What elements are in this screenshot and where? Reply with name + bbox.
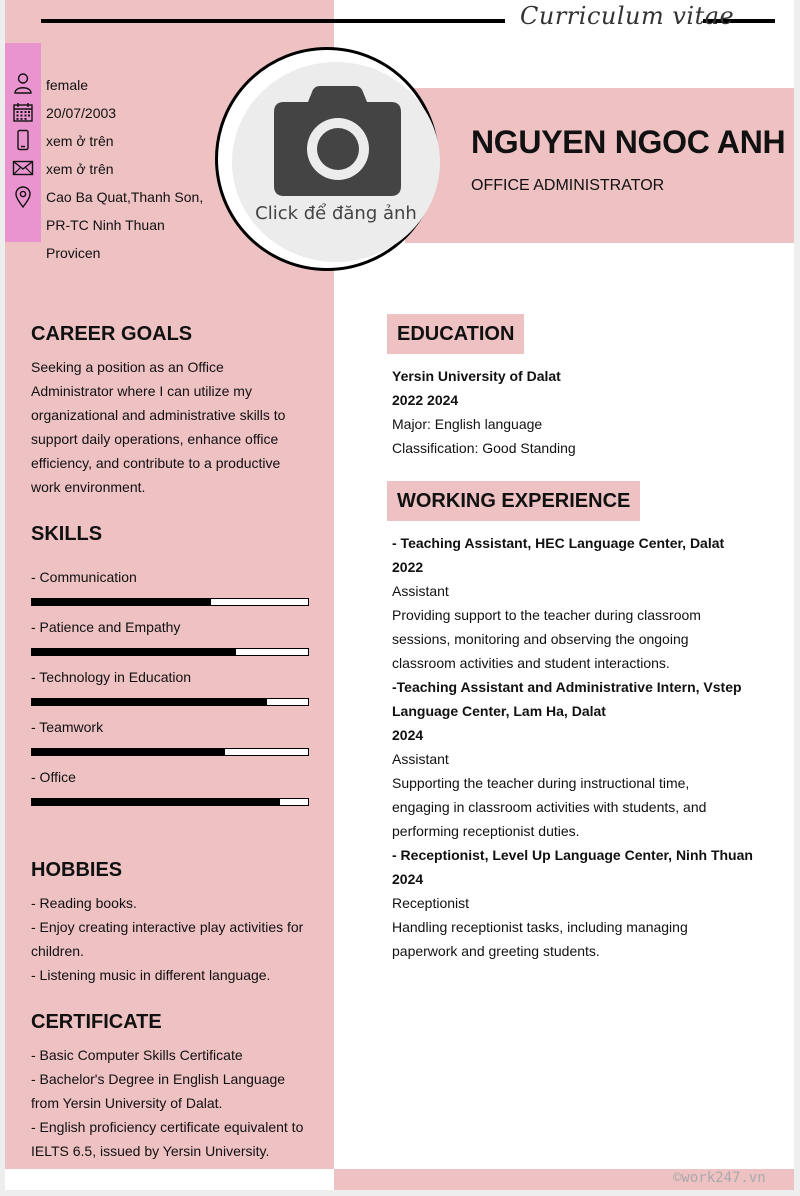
hobby-line: - Reading books. [31, 895, 137, 911]
skill-bar [31, 648, 309, 656]
certificate-text [31, 1043, 313, 1163]
skill-label: - Technology in Education [31, 669, 192, 685]
certificate-line: IELTS 6.5, issued by Yersin University. [31, 1143, 270, 1159]
career-goals-line: Administrator where I can utilize my [31, 383, 252, 399]
hobby-line: children. [31, 943, 84, 959]
school-name: Yersin University of Dalat [392, 368, 561, 384]
skill-bar-fill [32, 799, 280, 805]
education-major: Major: English language [392, 416, 543, 432]
certificate-line: - Bachelor's Degree in English Language [31, 1071, 286, 1087]
job-desc-line: paperwork and greeting students. [392, 943, 600, 959]
person-icon [12, 72, 34, 94]
skill-bar [31, 598, 309, 606]
camera-icon[interactable] [274, 86, 401, 196]
job-desc-line: performing receptionist duties. [392, 823, 580, 839]
career-goals-line: efficiency, and contribute to a productive [31, 455, 281, 471]
skill-bar-fill [32, 649, 236, 655]
skill-label: - Office [31, 769, 76, 785]
job-title-line: Language Center, Lam Ha, Dalat [392, 703, 606, 719]
job-role: Assistant [392, 751, 449, 767]
job-desc-line: Providing support to the teacher during classroom [392, 607, 701, 623]
career-goals-line: support daily operations, enhance office [31, 431, 279, 447]
job-year: 2022 [392, 559, 424, 575]
address-line: PR-TC Ninh Thuan [46, 217, 165, 233]
gender-text: female [46, 77, 89, 93]
skills-heading: SKILLS [31, 523, 103, 545]
cv-page [5, 0, 794, 1190]
skill-bar [31, 748, 309, 756]
hobby-line: - Listening music in different language. [31, 967, 271, 983]
job-role: Assistant [392, 583, 449, 599]
skill-bar [31, 798, 309, 806]
education-years: 2022 2024 [392, 392, 459, 408]
job-desc-line: classroom activities and student interactions. [392, 655, 670, 671]
name-band [405, 88, 794, 243]
job-title-line: -Teaching Assistant and Administrative Intern, Vstep [392, 679, 742, 695]
experience-heading: WORKING EXPERIENCE [387, 481, 640, 521]
job-year: 2024 [392, 871, 424, 887]
header-rule-left [41, 19, 505, 23]
document-title: Curriculum vitae [520, 2, 735, 30]
job-title-line: - Receptionist, Level Up Language Center, Ninh Thuan [392, 847, 753, 863]
career-goals-line: work environment. [31, 479, 146, 495]
hobbies-text [31, 891, 313, 987]
hobbies-heading: HOBBIES [31, 859, 123, 881]
location-pin-icon [12, 186, 34, 208]
calendar-icon [12, 101, 34, 123]
watermark: ©work247.vn [673, 1170, 766, 1186]
education-classification: Classification: Good Standing [392, 440, 576, 456]
phone-icon [12, 129, 34, 151]
job-desc-line: engaging in classroom activities with students, and [392, 799, 707, 815]
skill-bar [31, 698, 309, 706]
phone-text: xem ở trên [46, 133, 114, 149]
job-desc-line: Handling receptionist tasks, including managing [392, 919, 688, 935]
career-goals-text [31, 355, 313, 499]
skill-label: - Patience and Empathy [31, 619, 181, 635]
career-goals-line: Seeking a position as an Office [31, 359, 224, 375]
certificate-line: from Yersin University of Dalat. [31, 1095, 223, 1111]
skill-bar-fill [32, 699, 267, 705]
photo-upload-caption[interactable]: Click để đăng ảnh [255, 203, 417, 224]
certificate-heading: CERTIFICATE [31, 1011, 162, 1033]
certificate-line: - Basic Computer Skills Certificate [31, 1047, 243, 1063]
birthday-text: 20/07/2003 [46, 105, 117, 121]
career-goals-heading: CAREER GOALS [31, 323, 193, 345]
job-desc-line: sessions, monitoring and observing the ongoing [392, 631, 689, 647]
skill-label: - Teamwork [31, 719, 104, 735]
career-goals-line: organizational and administrative skills to [31, 407, 286, 423]
job-title-line: - Teaching Assistant, HEC Language Center, Dalat [392, 535, 725, 551]
education-text [392, 364, 737, 460]
job-role: Receptionist [392, 895, 470, 911]
job-title: OFFICE ADMINISTRATOR [471, 177, 665, 194]
experience-text [392, 531, 753, 963]
job-year: 2024 [392, 727, 424, 743]
address-line: Provicen [46, 245, 101, 261]
email-text: xem ở trên [46, 161, 114, 177]
mail-icon [12, 157, 34, 179]
certificate-line: - English proficiency certificate equivalent to [31, 1119, 304, 1135]
job-desc-line: Supporting the teacher during instructional time, [392, 775, 690, 791]
skill-bar-fill [32, 599, 211, 605]
address-line: Cao Ba Quat,Thanh Son, [46, 189, 204, 205]
full-name: NGUYEN NGOC ANH [471, 124, 786, 160]
hobby-line: - Enjoy creating interactive play activities for [31, 919, 304, 935]
education-heading: EDUCATION [387, 314, 524, 354]
skill-label: - Communication [31, 569, 137, 585]
skill-bar-fill [32, 749, 225, 755]
